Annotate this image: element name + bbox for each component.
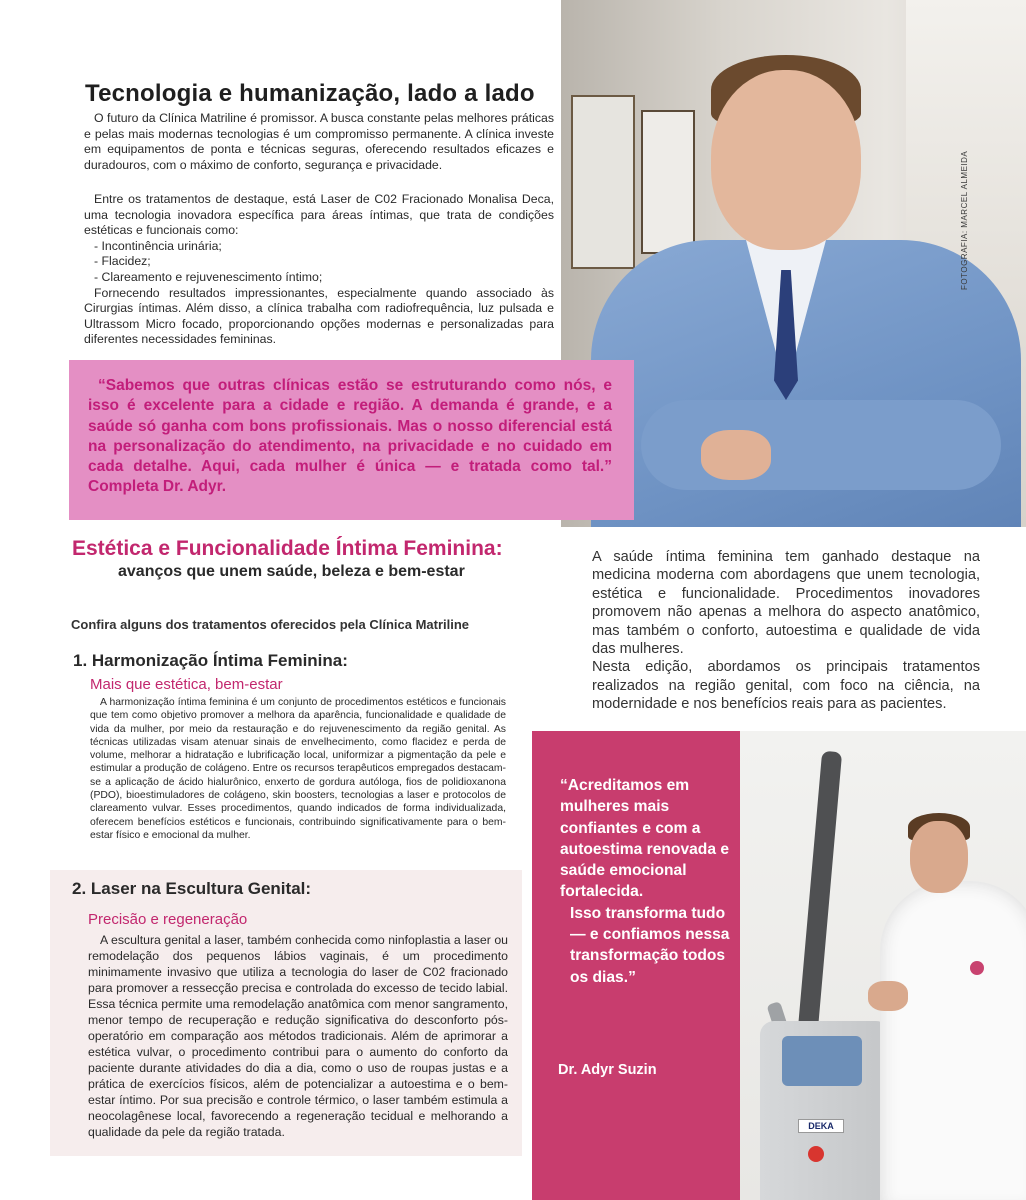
section2-body: A escultura genital a laser, também conhecida como ninfoplastia a laser ou remodelação dos pequenos lábios vaginais, é um procedimento minimamente invasivo que utiliza a tecnologia do laser de C02 fracionado para promover a ressecção precisa e controlada do excesso de tecido labial. Essa técnica permite uma remodelação anatômica com menor sangramento, menor tempo de recuperação e redução significativa do desconforto pós-operatório em comparação aos métodos tradicionais. Além de aprimorar a estética vulvar, o procedimento contribui para o aumento do conforto da paciente durante atividades do dia a dia, como o uso de roupas justas e a prática de exercícios físicos, além de potencializar a autoestima e o bem-estar íntimo. Por sua precisão e controle térmico, o laser também estimula a neocolagênese local, favorecendo a regeneração tecidual e melhorando a qualidade da pele da região tratada. [88, 933, 508, 1139]
crossed-arms [641, 400, 1001, 490]
treatments-intro-heading: Confira alguns dos tratamentos oferecidos pela Clínica Matriline [71, 617, 470, 632]
face [711, 70, 861, 250]
hand [868, 981, 908, 1011]
emergency-button [808, 1146, 824, 1162]
hand [701, 430, 771, 480]
intro-paragraph-2: Nesta edição, abordamos os principais tratamentos realizados na região genital, com foco na ciência, na modernidade e nos benefícios reais para as pacientes. [592, 659, 980, 713]
pull-quote: “Sabemos que outras clínicas estão se estruturando como nós, e isso é excelente para a cidade e região. A demanda é grande, e a saúde só ganha com bons profissionais. Mas o nosso diferencial está na personalização do atendimento, na privacidade e no cuidado em cada detalhe. Aqui, cada mulher é única — e tratada como tal.” Completa Dr. Adyr. [88, 377, 612, 496]
laser-arm [798, 751, 842, 1032]
photo-credit: FOTOGRAFIA: MARCEL ALMEIDA [960, 150, 969, 290]
intro-paragraph-1: A saúde íntima feminina tem ganhado destaque na medicina moderna com abordagens que unem tecnologia, estética e funcionalidade. Procedimentos inovadores promovem não apenas a melhora do aspecto anatômico, mas também o conforto, autoestima e qualidade de vida das mulheres. [592, 549, 980, 658]
quote-part-2: Isso transforma tudo — e confiamos nessa transformação todos os dias.” [570, 904, 730, 986]
section1-heading: 1. Harmonização Íntima Feminina: [73, 651, 348, 670]
doctor-laser-photo [740, 731, 1026, 1200]
section-intro-text [592, 548, 980, 714]
section2-subheading: Precisão e regeneração [88, 911, 248, 928]
quote-author: Dr. Adyr Suzin [558, 1062, 657, 1078]
list-item: - Flacidez; [94, 254, 151, 269]
lab-coat [880, 881, 1026, 1200]
treatments-paragraph [84, 192, 554, 348]
device-logo: DEKA [798, 1119, 844, 1133]
wall-certificate [641, 110, 695, 254]
section-subtitle: avanços que unem saúde, beleza e bem-estar [118, 563, 465, 580]
intro-paragraph [84, 111, 554, 173]
list-item: - Incontinência urinária; [94, 238, 222, 253]
list-item: - Clareamento e rejuvenescimento íntimo; [94, 269, 323, 284]
paragraph-future: O futuro da Clínica Matriline é promissor. A busca constante pelas melhores práticas e pelas mais modernas tecnologias é um compromisso permanente. A clínica investe em equipamentos de ponta e técnicas seguras, oferecendo resultados eficazes e duradouros, com o máximo de conforto, segurança e privacidade. [84, 111, 554, 172]
section-title: Estética e Funcionalidade Íntima Feminina: [72, 537, 503, 560]
quote-part-1: “Acreditamos em mulheres mais confiantes e com a autoestima renovada e saúde emocional fortalecida. [560, 777, 729, 901]
device-screen [782, 1036, 862, 1086]
paragraph-results: Fornecendo resultados impressionantes, especialmente quando associado às Cirurgias íntimas. Além disso, a clínica trabalha com radiofrequência, luz pulsada e Ultrassom Micro focado, proporcionando opções modernas e personalizadas para diferentes necessidades femininas. [84, 285, 554, 347]
section1-subheading: Mais que estética, bem-estar [90, 676, 283, 693]
section2-heading: 2. Laser na Escultura Genital: [72, 879, 312, 898]
article-title: Tecnologia e humanização, lado a lado [85, 80, 535, 107]
doctor-quote [560, 775, 730, 988]
wall-certificate [571, 95, 635, 269]
paragraph-laser: Entre os tratamentos de destaque, está Laser de C02 Fracionado Monalisa Deca, uma tecnologia inovadora específica para áreas íntimas, que trata de condições estéticas e funcionais como: [84, 192, 554, 238]
clinic-emblem [970, 961, 984, 975]
section1-body: A harmonização íntima feminina é um conjunto de procedimentos estéticos e funcionais que tem como objetivo promover a melhora da aparência, funcionalidade e qualidade de vida da mulher, por meio da restauração e do rejuvenescimento da região genital. As técnicas utilizadas visam atenuar sinais de envelhecimento, como flacidez e perda de volume, melhorar a hidratação e lubrificação local, uniformizar a pigmentação da pele e estimular a produção de colágeno. Entre os recursos terapêuticos empregados destacam-se a aplicação de ácido hialurônico, enxerto de gordura autóloga, fios de polidioxanona (PDO), bioestimuladores de colágeno, skin boosters, tecnologias a laser e protocolos de clareamento vulvar. Esses procedimentos, quando indicados de forma individualizada, oferecem benefícios estéticos e funcionais, contribuindo significativamente para o bem-estar físico e emocional da mulher. [90, 697, 506, 841]
face [910, 821, 968, 893]
